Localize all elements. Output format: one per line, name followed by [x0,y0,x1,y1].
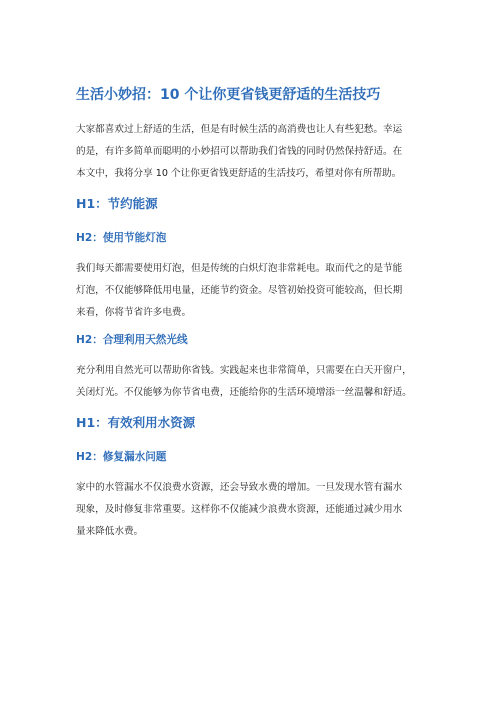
subsection-heading-energy-bulbs: H2：使用节能灯泡 [76,232,167,244]
document-content [76,86,436,543]
paragraph-line: 关闭灯光。不仅能够为你节省电费，还能给你的生活环境增添一丝温馨和舒适。 [76,387,412,398]
paragraph-line: 充分利用自然光可以帮助你省钱。实践起来也非常简单，只需要在白天开窗户， [76,365,412,376]
paragraph-line: 我们每天都需要使用灯泡，但是传统的白炽灯泡非常耗电。取而代之的是节能 [76,263,403,274]
paragraph-energy-bulbs [76,258,436,324]
paragraph-line: 本文中，我将分享 10 个让你更省钱更舒适的生活技巧，希望对你有所帮助。 [76,168,402,179]
subsection-heading-natural-light: H2：合理利用天然光线 [76,334,188,346]
section-heading-water-resources: H1：有效利用水资源 [76,415,196,430]
paragraph-natural-light [76,360,436,404]
paragraph-line: 来看，你将节省许多电费。 [76,307,192,318]
section-heading-save-energy: H1：节约能源 [76,196,158,211]
paragraph-line: 现象，及时修复非常重要。这样你不仅能减少浪费水资源，还能通过减少用水 [76,504,403,515]
paragraph-line: 的是，有许多简单而聪明的小妙招可以帮助我们省钱的同时仍然保持舒适。在 [76,146,403,157]
paragraph-line: 大家都喜欢过上舒适的生活，但是有时候生活的高消费也让人有些犯愁。幸运 [76,124,403,135]
paragraph-line: 量来降低水费。 [76,526,144,537]
intro-paragraph [76,119,436,185]
paragraph-line: 家中的水管漏水不仅浪费水资源，还会导致水费的增加。一旦发现水管有漏水 [76,482,403,493]
document-title: 生活小妙招：10 个让你更省钱更舒适的生活技巧 [76,87,381,103]
paragraph-fix-leaks [76,477,436,543]
subsection-heading-fix-leaks: H2：修复漏水问题 [76,451,167,463]
paragraph-line: 灯泡，不仅能够降低用电量，还能节约资金。尽管初始投资可能较高，但长期 [76,285,403,296]
